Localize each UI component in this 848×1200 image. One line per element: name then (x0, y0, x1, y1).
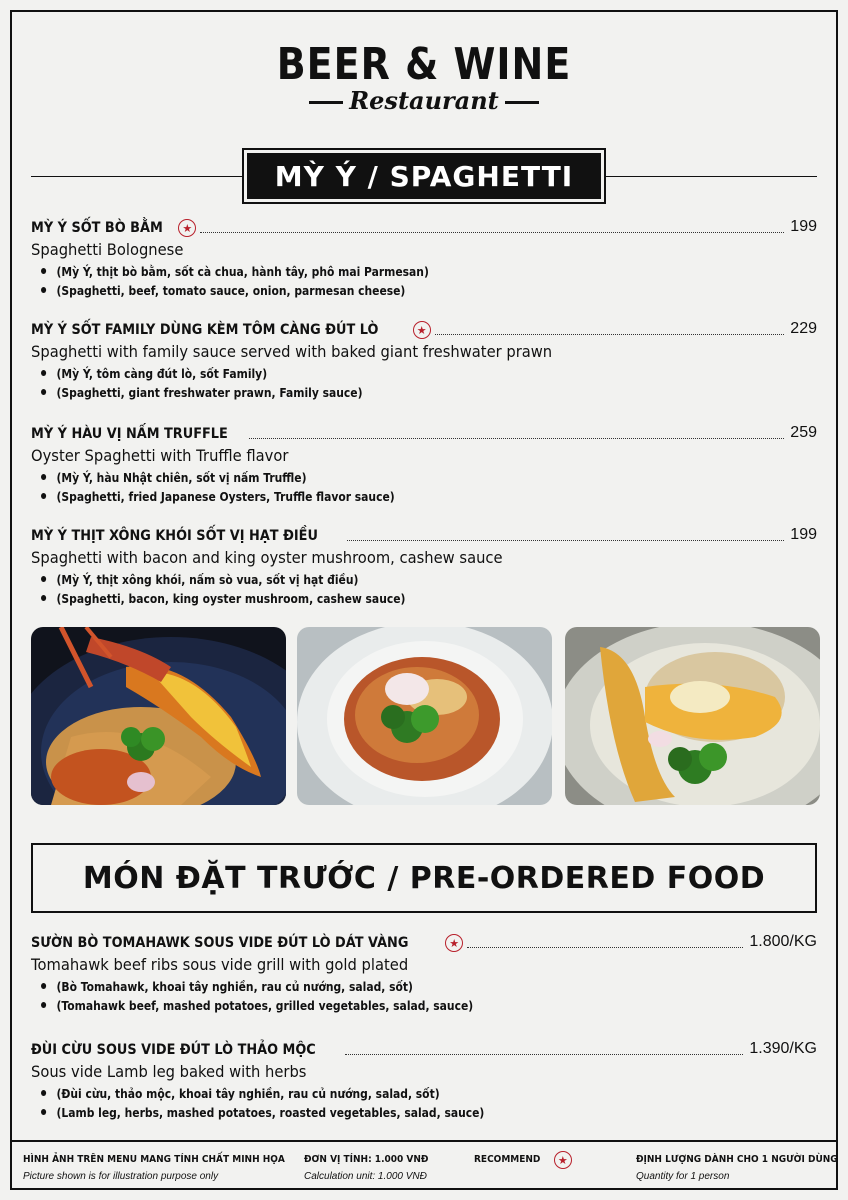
item-detail-vi: (Mỳ Ý, tôm càng đút lò, sốt Family) (41, 364, 708, 383)
section-rule-right (605, 176, 817, 177)
footer-unit-vi: ĐƠN VỊ TÍNH: 1.000 VNĐ (304, 1154, 429, 1165)
brand-bar-right (505, 101, 539, 104)
menu-item (31, 524, 817, 608)
recommend-star-icon: ★ (445, 934, 463, 952)
dotted-leader (467, 947, 743, 948)
item-english-name: Spaghetti with family sauce served with baked giant freshwater prawn (31, 342, 553, 361)
menu-item (31, 931, 817, 1015)
section-spaghetti-header (242, 148, 606, 204)
item-price: 1.800/KG (749, 933, 817, 950)
menu-item (31, 216, 817, 300)
footer-recommend-label: RECOMMEND (474, 1153, 541, 1165)
recommend-star-icon: ★ (413, 321, 431, 339)
dotted-leader (200, 232, 784, 233)
item-price: 229 (790, 320, 817, 337)
brand-subtitle-text: Restaurant (349, 86, 499, 115)
dotted-leader (345, 1054, 744, 1055)
item-detail-vi: (Mỳ Ý, thịt xông khói, nấm sò vua, sốt vị hạt điều) (41, 570, 708, 589)
menu-item (31, 1038, 817, 1122)
bolognese-photo (297, 627, 552, 805)
prawn-spaghetti-photo (31, 627, 286, 805)
section-spaghetti-title: MỲ Ý / SPAGHETTI (247, 153, 601, 199)
item-english-name: Tomahawk beef ribs sous vide grill with gold plated (31, 955, 409, 974)
item-detail-vi: (Bò Tomahawk, khoai tây nghiền, rau củ nướng, salad, sốt) (41, 977, 708, 996)
item-price: 259 (790, 424, 817, 441)
item-name: MỲ Ý SỐT BÒ BẰM (31, 220, 163, 236)
brand-logo (0, 38, 848, 115)
dotted-leader (249, 438, 784, 439)
dotted-leader (347, 540, 784, 541)
item-name: MỲ Ý SỐT FAMILY DÙNG KÈM TÔM CÀNG ĐÚT LÒ (31, 322, 379, 338)
item-price: 1.390/KG (749, 1040, 817, 1057)
item-name: MỲ Ý HÀU VỊ NẤM TRUFFLE (31, 426, 228, 442)
dotted-leader (435, 334, 785, 335)
footer-illustration-vi: HÌNH ẢNH TRÊN MENU MANG TÍNH CHẤT MINH HỌA (23, 1154, 285, 1165)
footer-quantity-vi: ĐỊNH LƯỢNG DÀNH CHO 1 NGƯỜI DÙNG (636, 1154, 838, 1165)
item-detail-en: (Lamb leg, herbs, mashed potatoes, roasted vegetables, salad, sauce) (41, 1103, 708, 1122)
brand-bar-left (309, 101, 343, 104)
brand-subtitle (343, 88, 505, 114)
footer-illustration-en: Picture shown is for illustration purpose only (23, 1171, 219, 1182)
footer-recommend-legend (474, 1150, 572, 1168)
footer-quantity-en: Quantity for 1 person (636, 1171, 730, 1182)
item-detail-en: (Tomahawk beef, mashed potatoes, grilled vegetables, salad, sauce) (41, 996, 708, 1015)
footer-unit-note (304, 1154, 442, 1182)
footer-quantity-note (636, 1154, 848, 1182)
item-detail-en: (Spaghetti, giant freshwater prawn, Family sauce) (41, 383, 708, 402)
item-detail-vi: (Đùi cừu, thảo mộc, khoai tây nghiền, rau củ nướng, salad, sốt) (41, 1084, 708, 1103)
section-preorder-header (31, 843, 817, 913)
menu-item (31, 422, 817, 506)
menu-item (31, 318, 817, 402)
item-detail-en: (Spaghetti, beef, tomato sauce, onion, parmesan cheese) (41, 281, 708, 300)
item-english-name: Sous vide Lamb leg baked with herbs (31, 1062, 307, 1081)
recommend-star-icon: ★ (178, 219, 196, 237)
section-rule-left (31, 176, 243, 177)
item-english-name: Spaghetti Bolognese (31, 240, 184, 259)
item-name: ĐÙI CỪU SOUS VIDE ĐÚT LÒ THẢO MỘC (31, 1042, 316, 1058)
brand-name: BEER & WINE (276, 38, 572, 90)
item-price: 199 (790, 526, 817, 543)
item-name: SƯỜN BÒ TOMAHAWK SOUS VIDE ĐÚT LÒ DÁT VÀNG (31, 935, 409, 951)
item-detail-en: (Spaghetti, bacon, king oyster mushroom, cashew sauce) (41, 589, 708, 608)
item-name: MỲ Ý THỊT XÔNG KHÓI SỐT VỊ HẠT ĐIỀU (31, 528, 318, 544)
item-english-name: Oyster Spaghetti with Truffle flavor (31, 446, 289, 465)
recommend-star-icon: ★ (554, 1151, 572, 1169)
footer-divider (10, 1140, 838, 1142)
oyster-spaghetti-photo (565, 627, 820, 805)
item-english-name: Spaghetti with bacon and king oyster mushroom, cashew sauce (31, 548, 503, 567)
footer-unit-en: Calculation unit: 1.000 VNĐ (304, 1171, 427, 1182)
item-detail-vi: (Mỳ Ý, hàu Nhật chiên, sốt vị nấm Truffle) (41, 468, 708, 487)
item-detail-en: (Spaghetti, fried Japanese Oysters, Truffle flavor sauce) (41, 487, 708, 506)
footer-illustration-note (23, 1154, 314, 1182)
section-preorder-title: MÓN ĐẶT TRƯỚC / PRE-ORDERED FOOD (82, 860, 766, 896)
item-price: 199 (790, 218, 817, 235)
item-detail-vi: (Mỳ Ý, thịt bò bằm, sốt cà chua, hành tây, phô mai Parmesan) (41, 262, 708, 281)
